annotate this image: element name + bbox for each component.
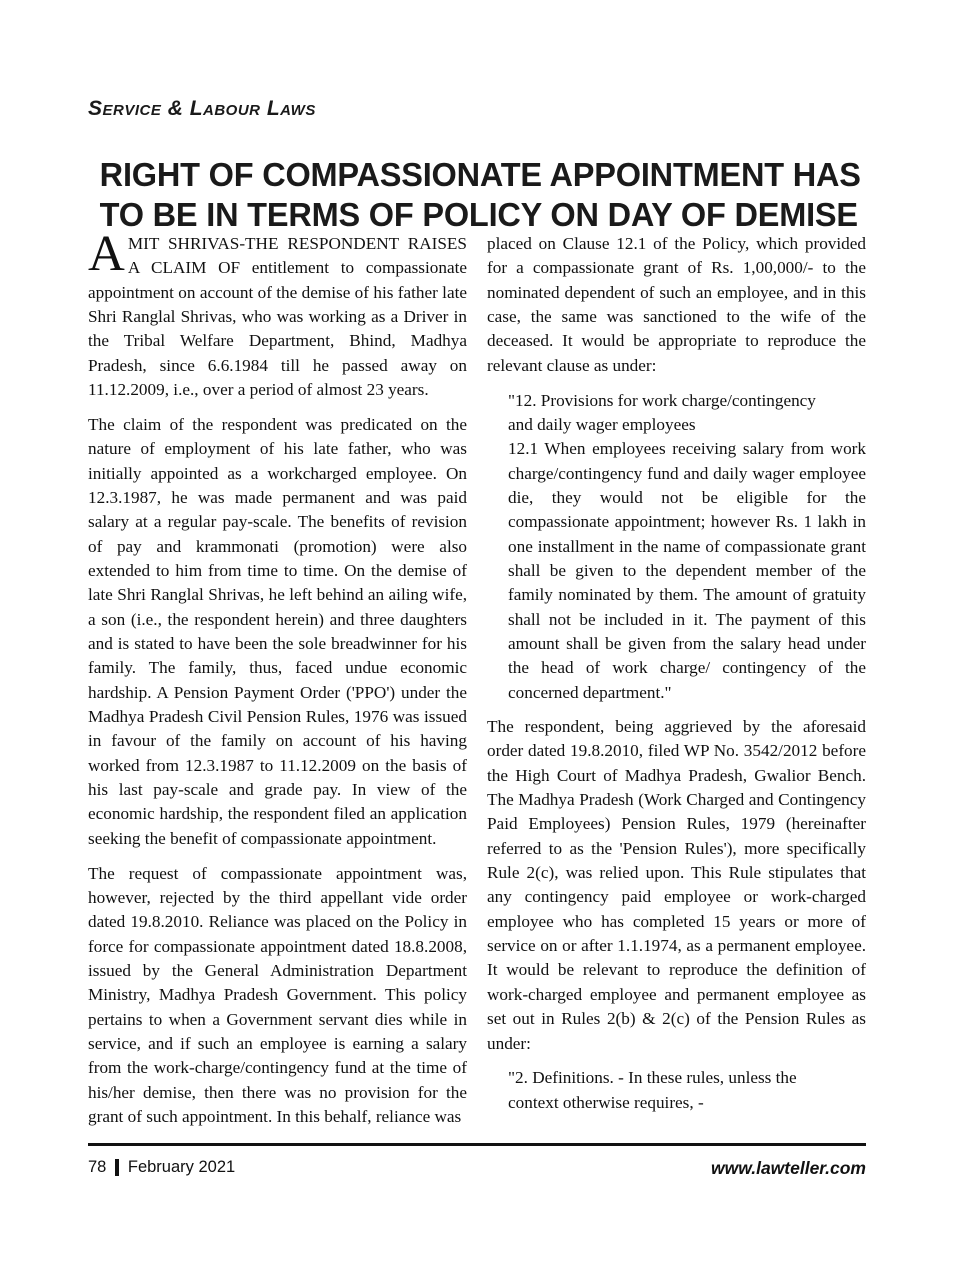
footer-page-number: 78 — [88, 1158, 107, 1176]
quote-definitions-line-2: context otherwise requires, - — [508, 1092, 704, 1112]
headline-line-2: TO BE IN TERMS OF POLICY ON DAY OF DEMISE — [99, 197, 858, 235]
paragraph-clause-reference: placed on Clause 12.1 of the Policy, which provided for a compassionate grant of Rs. 1,00,000/- to the nominated dependent of such an employee, and in this case, the same was sanctioned to the wife of the deceased. It would be appropriate to reproduce the relevant clause as under: — [487, 234, 866, 375]
paragraph-opening: AMIT SHRIVAS-THE RESPONDENT RAISES A CLAIM OF entitlement to compassionate appointment on account of the demise of his father late Shri Ranglal Shrivas, who was working as a Driver in the Tribal Welfare Department, Bhind, Madhya Pradesh, since 6.6.1984 till he passed away on 11.12.2009, i.e., over a period of almost 23 years. — [88, 226, 467, 400]
footer-website: www.lawteller.com — [711, 1158, 866, 1178]
headline-line-1: RIGHT OF COMPASSIONATE APPOINTMENT HAS — [99, 157, 861, 195]
page-footer — [88, 1158, 866, 1184]
footer-issue-date: February 2021 — [127, 1158, 236, 1176]
paragraph-claim-background: The claim of the respondent was predicated on the nature of employment of his late father, who was initially appointed as a workcharged employee. On 12.3.1987, he was made permanent and was paid salary at a regular pay-scale. The benefits of revision of pay and krammonati (promotion) were also extended to him from time to time. On the demise of late Shri Ranglal Shrivas, he left behind an ailing wife, a son (i.e., the respondent herein) and three daughters and is stated to have been the sole breadwinner for his family. The family, thus, faced undue economic hardship. A Pension Payment Order ('PPO') under the Madhya Pradesh Civil Pension Rules, 1976 was issued in favour of the family on account of his having worked from 12.3.1987 to 11.12.2009 on the basis of his last pay-scale and grade pay. In view of the economic hardship, the respondent filed an application seeking the benefit of compassionate appointment. — [88, 414, 467, 848]
quote-heading-line-2: and daily wager employees — [508, 414, 696, 434]
column-right — [487, 232, 866, 1122]
page-title — [99, 156, 861, 236]
column-left — [88, 226, 467, 1127]
quote-body-clause-12-1: 12.1 When employees receiving salary from work charge/contingency fund and daily wager employee die, they would not be eligible for the compassionate appointment; however Rs. 1 lakh in one installment in the name of compassionate grant shall be given to the dependent member of the family nominated by them. The amount of gratuity shall not be included in it. The payment of this amount shall be given from the salary head under the head of work charge/ contingency of the concerned department." — [508, 439, 866, 702]
section-kicker: Service & Labour Laws — [88, 97, 316, 120]
blockquote-definitions — [487, 1066, 866, 1115]
paragraph-rejection: The request of compassionate appointment was, however, rejected by the third appellant vide order dated 19.8.2010. Reliance was placed on the Policy in force for compassionate appointment dated 18.8.2008, issued by the General Administration Department Ministry, Madhya Pradesh Government. This policy pertains to when a Government servant dies while in service, and if such an employee is earning a salary from the work-charge/contingency fund at the time of his/her demise, then there was no provision for the grant of such appointment. In this behalf, reliance was — [88, 863, 467, 1127]
footer-divider — [88, 1143, 866, 1146]
footer-issue-info — [88, 1158, 235, 1177]
paragraph-writ-petition: The respondent, being aggrieved by the aforesaid order dated 19.8.2010, filed WP No. 3542/2012 before the High Court of Madhya Pradesh, Gwalior Bench. The Madhya Pradesh (Work Charged and Contingency Paid Employees) Pension Rules, 1979 (hereinafter referred to as the 'Pension Rules'), more specifically Rule 2(c), was relied upon. This Rule stipulates that any contingency paid employee or work-charged employee who has completed 15 years or more of service on or after 1.1.1974, as a permanent employee. It would be relevant to reproduce the definition of work-charged employee and permanent employee as set out in Rules 2(b) & 2(c) of the Pension Rules as under: — [487, 717, 866, 1053]
quote-heading-line-1: "12. Provisions for work charge/contingency — [508, 390, 816, 410]
article-body — [88, 226, 866, 1127]
footer-separator-bar — [115, 1159, 119, 1176]
quote-definitions-line-1: "2. Definitions. - In these rules, unless the — [508, 1068, 797, 1088]
blockquote-clause-12 — [487, 389, 866, 705]
